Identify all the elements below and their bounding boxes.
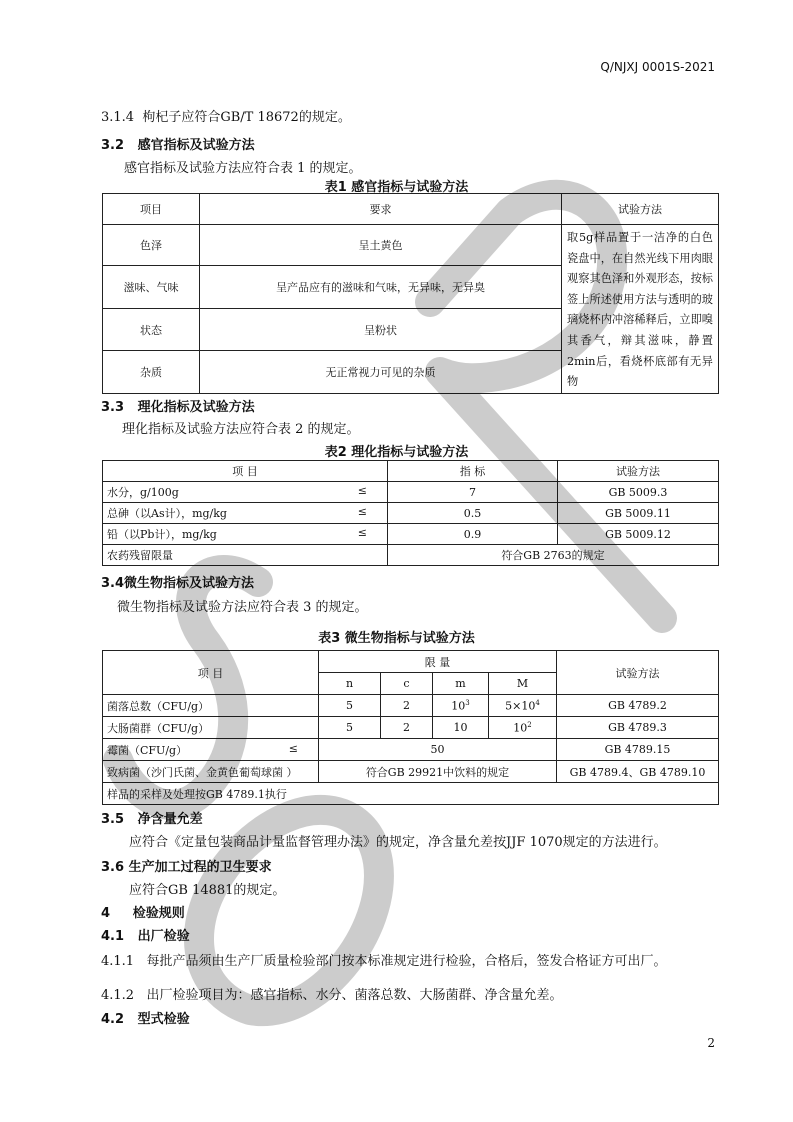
- M-exponent: 4: [535, 698, 540, 707]
- row-m: [433, 717, 489, 739]
- section-4-heading: [101, 902, 185, 921]
- row-value: 0.5: [388, 503, 558, 524]
- section-number: 3.4: [101, 576, 125, 591]
- table2-physicochemical: [102, 460, 719, 566]
- row-item: 滋味、气味: [103, 266, 200, 308]
- row-item: 状态: [103, 308, 200, 350]
- section-number: 3.5: [101, 812, 125, 827]
- section-title: 感官指标及试验方法: [137, 138, 255, 153]
- leq-symbol: ≤: [357, 484, 367, 497]
- table1-caption: 表1 感官指标与试验方法: [324, 180, 469, 195]
- standard-code: Q/NJXJ 0001S-2021: [600, 60, 715, 74]
- table-note: 样品的采样及处理按GB 4789.1执行: [103, 783, 719, 805]
- section-3-6-text: 应符合GB 14881的规定。: [129, 883, 286, 898]
- section-title: 理化指标及试验方法: [137, 400, 255, 415]
- row-value: 符合GB 2763的规定: [388, 545, 719, 566]
- section-number: 4: [101, 906, 111, 921]
- section-3-2-intro: 感官指标及试验方法应符合表 1 的规定。: [124, 161, 362, 176]
- clause-4-1-2: [101, 984, 563, 1003]
- table-row: [103, 717, 719, 739]
- row-item: [103, 739, 319, 761]
- row-requirement: 无正常视力可见的杂质: [200, 351, 562, 393]
- row-n: 5: [319, 717, 381, 739]
- table-row: [103, 225, 719, 266]
- row-c: 2: [381, 717, 433, 739]
- row-value: 50: [319, 739, 557, 761]
- section-3-3-intro: 理化指标及试验方法应符合表 2 的规定。: [122, 422, 360, 437]
- section-title: 检验规则: [132, 906, 185, 921]
- row-c: 2: [381, 695, 433, 717]
- section-title: 出厂检验: [137, 929, 190, 944]
- row-M: [489, 717, 557, 739]
- leq-symbol: ≤: [288, 741, 298, 755]
- row-value: 符合GB 29921中饮料的规定: [319, 761, 557, 783]
- table-row: [103, 695, 719, 717]
- header-M: M: [489, 673, 557, 695]
- table-row: [103, 524, 719, 545]
- clause-number: 4.1.2: [101, 988, 135, 1003]
- table-row: [103, 482, 719, 503]
- row-item: 大肠菌群（CFU/g）: [103, 717, 319, 739]
- table-header-row: [103, 194, 719, 225]
- row-method: GB 4789.4、GB 4789.10: [557, 761, 719, 783]
- leq-symbol: ≤: [357, 505, 367, 518]
- row-method: GB 4789.3: [557, 717, 719, 739]
- header-item: 项 目: [103, 461, 388, 482]
- section-title: 微生物指标及试验方法: [124, 576, 255, 591]
- M-exponent: 2: [527, 720, 532, 729]
- header-item: 项目: [103, 194, 200, 225]
- section-number: 3.6: [101, 860, 125, 875]
- row-method: GB 5009.3: [558, 482, 719, 503]
- section-4-2-heading: [101, 1008, 190, 1027]
- table3-caption: 表3 微生物指标与试验方法: [318, 631, 475, 646]
- m-base: 10: [451, 699, 466, 713]
- item-label: 总砷（以As计），mg/kg: [107, 507, 227, 520]
- table-row: [103, 761, 719, 783]
- clause-number: 3.1.4: [101, 110, 135, 125]
- row-method: GB 5009.12: [558, 524, 719, 545]
- table3-microbiological: [102, 650, 719, 805]
- header-item: 项 目: [103, 651, 319, 695]
- section-number: 4.1: [101, 929, 125, 944]
- section-title: 净含量允差: [137, 812, 203, 827]
- header-limit: 限 量: [319, 651, 557, 673]
- clause-text: 枸杞子应符合GB/T 18672的规定。: [142, 110, 351, 125]
- clause-text: 出厂检验项目为：感官指标、水分、菌落总数、大肠菌群、净含量允差。: [146, 988, 563, 1003]
- section-3-2-heading: [101, 134, 255, 153]
- clause-number: 4.1.1: [101, 954, 135, 969]
- section-3-4-intro: 微生物指标及试验方法应符合表 3 的规定。: [117, 600, 368, 615]
- section-title: 型式检验: [137, 1012, 190, 1027]
- section-3-3-heading: [101, 396, 255, 415]
- section-number: 3.3: [101, 400, 125, 415]
- row-item: [103, 482, 388, 503]
- row-M: [489, 695, 557, 717]
- row-item: 农药残留限量: [103, 545, 388, 566]
- row-value: 7: [388, 482, 558, 503]
- M-base: 5×10: [505, 699, 536, 713]
- table-note-row: [103, 783, 719, 805]
- row-requirement: 呈产品应有的滋味和气味，无异味，无异臭: [200, 266, 562, 308]
- header-m: m: [433, 673, 489, 695]
- section-3-5-heading: [101, 808, 203, 827]
- section-title: 生产加工过程的卫生要求: [128, 860, 272, 875]
- header-method: 试验方法: [557, 651, 719, 695]
- row-item: 色泽: [103, 225, 200, 266]
- sensory-test-method: 取5g样品置于一洁净的白色瓷盘中，在自然光线下用肉眼观察其色泽和外观形态，按标签上所述使用方法与透明的玻璃烧杯内冲溶稀释后，立即嗅其香气，辩其滋味，静置2min后，看烧杯底部有无异物: [562, 225, 719, 394]
- row-item: 菌落总数（CFU/g）: [103, 695, 319, 717]
- clause-4-1-1: [101, 950, 667, 969]
- section-number: 4.2: [101, 1012, 125, 1027]
- table2-caption: 表2 理化指标与试验方法: [324, 445, 469, 460]
- row-n: 5: [319, 695, 381, 717]
- page-number: 2: [707, 1036, 715, 1050]
- header-method: 试验方法: [562, 194, 719, 225]
- row-method: GB 5009.11: [558, 503, 719, 524]
- table-header-row: [103, 461, 719, 482]
- row-method: GB 4789.15: [557, 739, 719, 761]
- table-header-row: [103, 651, 719, 673]
- table-row: [103, 545, 719, 566]
- header-method: 试验方法: [558, 461, 719, 482]
- clause-text: 每批产品须由生产厂质量检验部门按本标准规定进行检验，合格后，签发合格证方可出厂。: [146, 954, 667, 969]
- section-3-6-heading: [101, 856, 272, 875]
- header-c: c: [381, 673, 433, 695]
- table1-sensory: [102, 193, 719, 394]
- item-label: 铅（以Pb计），mg/kg: [107, 528, 217, 541]
- row-item: 致病菌（沙门氏菌、金黄色葡萄球菌 ）: [103, 761, 319, 783]
- section-3-5-text: 应符合《定量包装商品计量监督管理办法》的规定，净含量允差按JJF 1070规定的方法进行。: [129, 835, 667, 850]
- row-m: [433, 695, 489, 717]
- section-number: 3.2: [101, 138, 125, 153]
- leq-symbol: ≤: [357, 526, 367, 539]
- row-requirement: 呈粉状: [200, 308, 562, 350]
- row-item: 杂质: [103, 351, 200, 393]
- M-base: 10: [513, 721, 528, 735]
- item-label: 水分，g/100g: [107, 486, 179, 499]
- header-requirement: 要求: [200, 194, 562, 225]
- m-base: 10: [453, 721, 468, 734]
- header-n: n: [319, 673, 381, 695]
- m-exponent: 3: [465, 698, 470, 707]
- row-item: [103, 524, 388, 545]
- clause-3-1-4: [101, 106, 351, 125]
- table-row: [103, 739, 719, 761]
- item-label: 霉菌（CFU/g）: [107, 743, 188, 757]
- section-4-1-heading: [101, 925, 190, 944]
- section-3-4-heading: [101, 572, 254, 591]
- row-requirement: 呈土黄色: [200, 225, 562, 266]
- table-row: [103, 503, 719, 524]
- row-value: 0.9: [388, 524, 558, 545]
- header-index: 指 标: [388, 461, 558, 482]
- row-method: GB 4789.2: [557, 695, 719, 717]
- row-item: [103, 503, 388, 524]
